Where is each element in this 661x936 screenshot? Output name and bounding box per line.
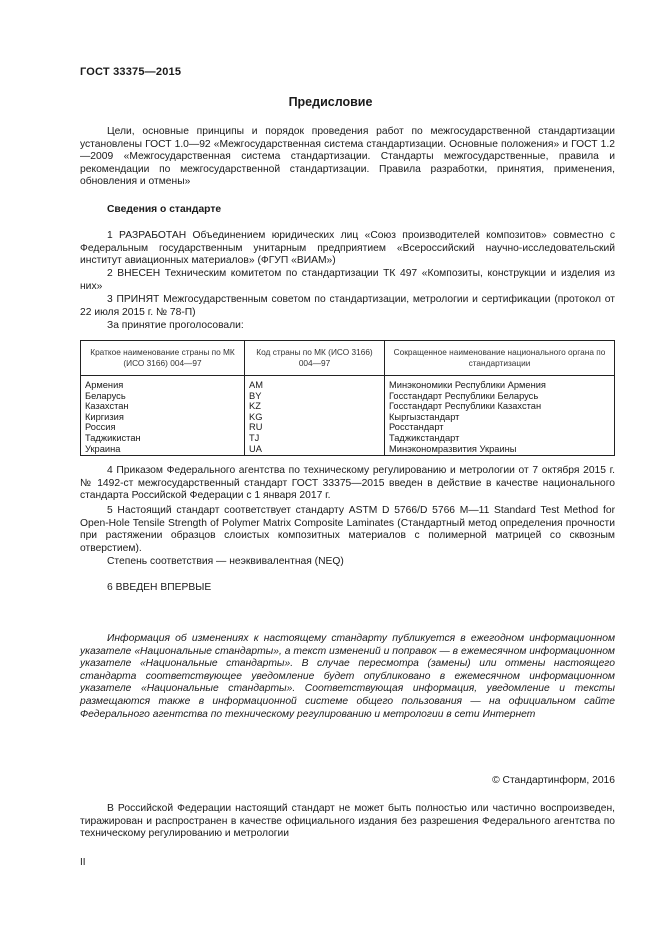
- item-5-text: 5 Настоящий стандарт соответствует стандарту ASTM D 5766/D 5766 M—11 Standard Test Method for Open-Hole Tensile Strength of Polymer Matrix Composite Laminates (Стандартный метод определения прочности при растяжении образцов слоистых композитных материалов с полимерной матрицей со сквозным отверстием).: [80, 505, 615, 554]
- country-name: Россия: [81, 422, 245, 433]
- amendment-notice-text: Информация об изменениях к настоящему стандарту публикуется в ежегодном информационном указателе «Национальные стандарты», а текст изменений и поправок — в ежемесячном информационном указателе «Национальные стандарты». В случае пересмотра (замены) или отмены настоящего стандарта соответствующее уведомление будет опубликовано в ежемесячном информационном указателе «Национальные стандарты». Соответствующая информация, уведомление и тексты размещаются также в информационной системе общего пользования — на официальном сайте Федерального агентства по техническому регулированию и метрологии в сети Интернет: [80, 633, 615, 720]
- country-code: AM: [245, 376, 385, 391]
- item-1-text: 1 РАЗРАБОТАН Объединением юридических лиц «Союз производителей композитов» совместно с Федеральным государственным унитарным предприятием «Всероссийский научно-исследовательский институт авиационных материалов» (ФГУП «ВИАМ»): [80, 230, 615, 267]
- table-row: [81, 376, 615, 391]
- country-name: Армения: [81, 376, 245, 391]
- country-code: TJ: [245, 433, 385, 444]
- item-4: [80, 465, 615, 503]
- country-name: Киргизия: [81, 412, 245, 423]
- country-code: UA: [245, 444, 385, 456]
- copyright: © Стандартинформ, 2016: [492, 775, 615, 786]
- country-name: Казахстан: [81, 401, 245, 412]
- item-2: [80, 268, 615, 293]
- national-body: Кыргызстандарт: [385, 412, 615, 423]
- info-heading: Сведения о стандарте: [107, 204, 222, 215]
- item-2-text: 2 ВНЕСЕН Техническим комитетом по стандартизации ТК 497 «Композиты, конструкции и изделия из них»: [80, 268, 615, 292]
- country-code: KZ: [245, 401, 385, 412]
- table-row: [81, 422, 615, 433]
- table-row: [81, 391, 615, 402]
- national-body: Госстандарт Республики Казахстан: [385, 401, 615, 412]
- country-code: RU: [245, 422, 385, 433]
- country-name: Украина: [81, 444, 245, 456]
- item-1: [80, 230, 615, 268]
- table-header-row: [81, 341, 615, 376]
- item-4-text: 4 Приказом Федерального агентства по техническому регулированию и метрологии от 7 октября 2015 г. № 1492-ст межгосударственный стандарт ГОСТ 33375—2015 введен в действие в качестве национального стандарта Российской Федерации с 1 января 2017 г.: [80, 465, 615, 502]
- item-3: [80, 294, 615, 319]
- table-row: [81, 412, 615, 423]
- page-title: Предисловие: [288, 95, 373, 109]
- page-number: II: [80, 857, 86, 868]
- intro-text: Цели, основные принципы и порядок проведения работ по межгосударственной стандартизации установлены ГОСТ 1.0—92 «Межгосударственная система стандартизации. Основные положения» и ГОСТ 1.2—2009 «Межгосударственная система стандартизации. Стандарты межгосударственные, правила и рекомендации по межгосударственной стандартизации. Правила разработки, принятия, применения, обновления и отмены»: [80, 126, 615, 188]
- amendment-notice: [80, 633, 615, 721]
- national-body: Минэкономразвития Украины: [385, 444, 615, 456]
- country-code: KG: [245, 412, 385, 423]
- reproduction-notice-text: В Российской Федерации настоящий стандарт не может быть полностью или частично воспроизведен, тиражирован и распространен в качестве официального издания без разрешения Федерального агентства по техническому регулированию и метрологии: [80, 803, 615, 840]
- document-code: ГОСТ 33375—2015: [80, 66, 182, 78]
- national-body: Госстандарт Республики Беларусь: [385, 391, 615, 402]
- country-name: Таджикистан: [81, 433, 245, 444]
- item-6: 6 ВВЕДЕН ВПЕРВЫЕ: [107, 582, 212, 593]
- header-country-name: Краткое наименование страны по МК (ИСО 3166) 004—97: [81, 341, 245, 376]
- header-country-code: Код страны по МК (ИСО 3166) 004—97: [245, 341, 385, 376]
- country-code: BY: [245, 391, 385, 402]
- table-row: [81, 444, 615, 456]
- reproduction-notice: [80, 803, 615, 841]
- country-name: Беларусь: [81, 391, 245, 402]
- voting-states-table: [80, 340, 615, 456]
- table-row: [81, 433, 615, 444]
- header-national-body: Сокращенное наименование национального органа по стандартизации: [385, 341, 615, 376]
- intro-paragraph: [80, 126, 615, 189]
- voted-label: За принятие проголосовали:: [107, 320, 244, 331]
- national-body: Минэкономики Республики Армения: [385, 376, 615, 391]
- national-body: Таджикстандарт: [385, 433, 615, 444]
- item-5: [80, 505, 615, 555]
- national-body: Росстандарт: [385, 422, 615, 433]
- item-3-text: 3 ПРИНЯТ Межгосударственным советом по стандартизации, метрологии и сертификации (протокол от 22 июля 2015 г. № 78-П): [80, 294, 615, 318]
- table-row: [81, 401, 615, 412]
- conformity-degree: Степень соответствия — неэквивалентная (NEQ): [107, 556, 344, 567]
